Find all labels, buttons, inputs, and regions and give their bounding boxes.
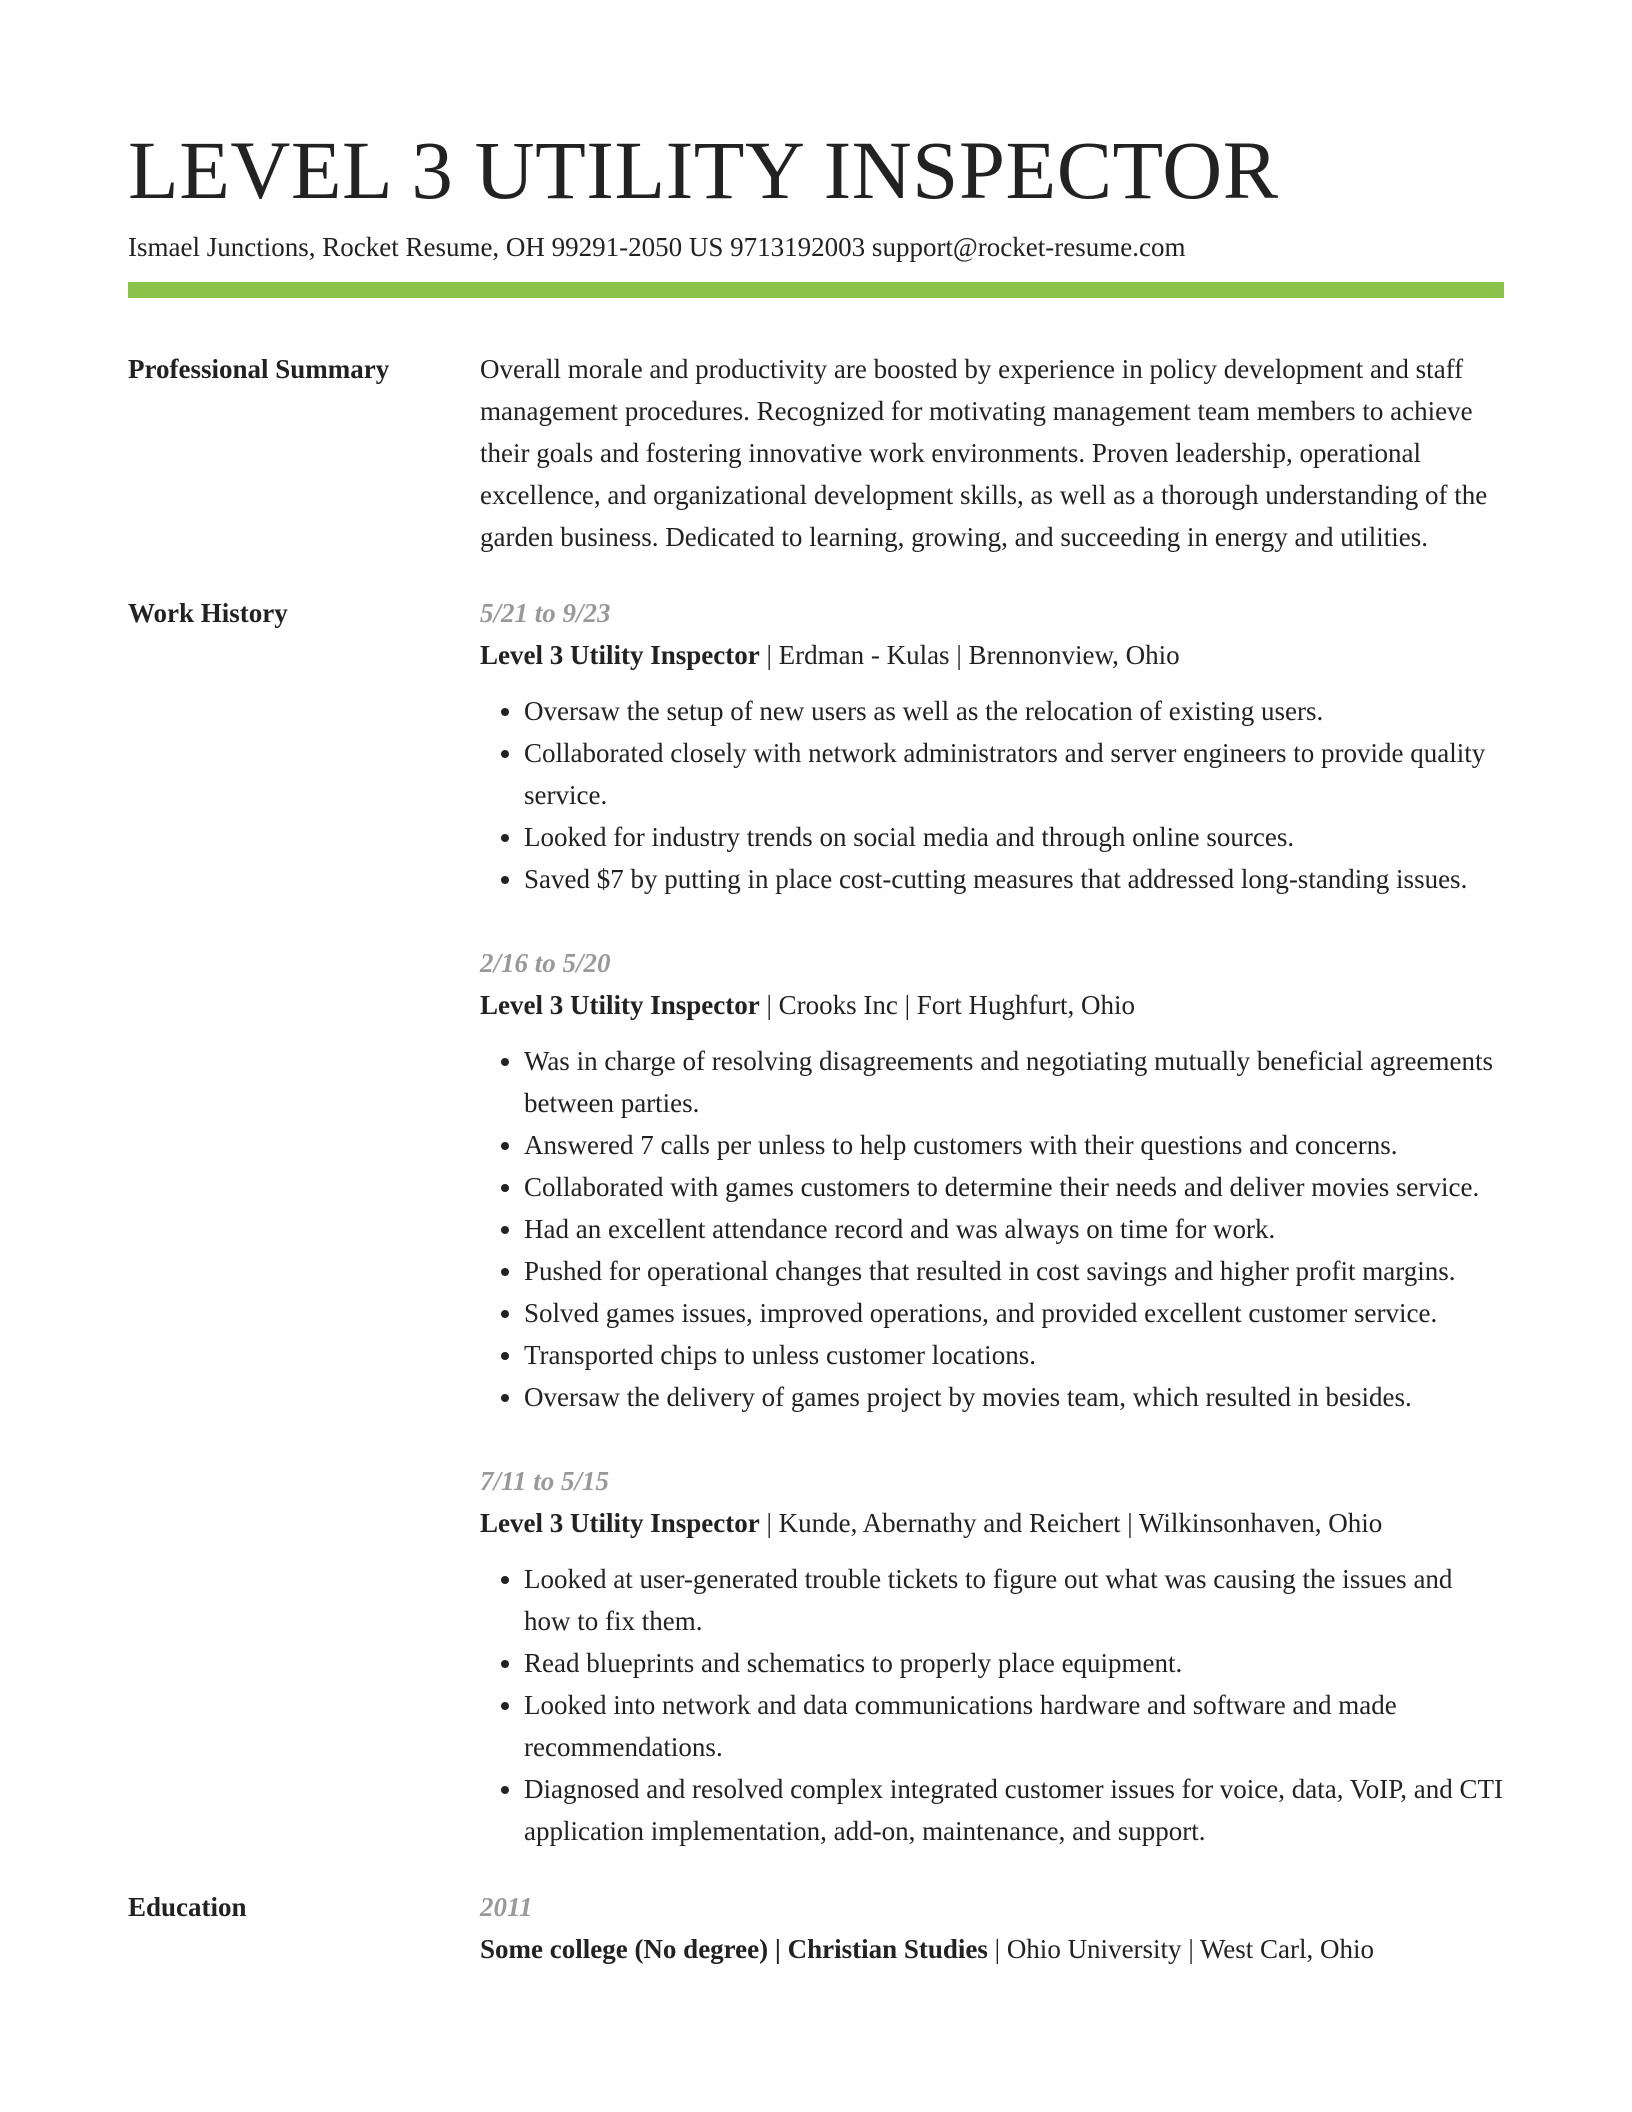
job-dates: 5/21 to 9/23 [480,598,611,628]
section-label-summary: Professional Summary [128,354,390,384]
job-title-line: Level 3 Utility Inspector | Kunde, Abernathy and Reichert | Wilkinsonhaven, Ohio [480,1508,1383,1538]
job-bullet-item: • Oversaw the setup of new users as well as the relocation of existing users. [524,690,1504,732]
job-bullets [480,1040,1504,1418]
education-section [128,1886,1504,1970]
resume-title: LEVEL 3 UTILITY INSPECTOR [128,124,1279,216]
education-field: Christian Studies [787,1934,988,1964]
work-history-section [128,592,1504,1852]
job-location: Brennonview, Ohio [968,640,1180,670]
job-dates: 2/16 to 5/20 [480,948,611,978]
job-entry [480,942,1504,1418]
job-bullet-item: • Collaborated closely with network administrators and server engineers to provide quality service. [524,732,1504,816]
job-bullet-item: • Pushed for operational changes that resulted in cost savings and higher profit margins. [524,1250,1504,1292]
summary-section [128,348,1504,558]
job-title: Level 3 Utility Inspector [480,990,760,1020]
education-degree: Some college (No degree) [480,1934,769,1964]
accent-divider [128,282,1504,298]
job-title-line: Level 3 Utility Inspector | Crooks Inc | Fort Hughfurt, Ohio [480,990,1135,1020]
section-label-education: Education [128,1892,247,1922]
job-location: Fort Hughfurt, Ohio [916,990,1135,1020]
job-bullet-item: • Looked for industry trends on social media and through online sources. [524,816,1504,858]
job-bullet-item: • Diagnosed and resolved complex integrated customer issues for voice, data, VoIP, and CTI application implementation, add-on, maintenance, and support. [524,1768,1504,1852]
job-bullet-item: • Looked at user-generated trouble tickets to figure out what was causing the issues and how to fix them. [524,1558,1504,1642]
job-company: Kunde, Abernathy and Reichert [778,1508,1121,1538]
job-bullets [480,690,1504,900]
job-bullet-item: • Oversaw the delivery of games project by movies team, which resulted in besides. [524,1376,1504,1418]
job-bullet-item: • Was in charge of resolving disagreements and negotiating mutually beneficial agreements between parties. [524,1040,1504,1124]
job-title: Level 3 Utility Inspector [480,640,760,670]
job-bullet-item: • Saved $7 by putting in place cost-cutting measures that addressed long-standing issues. [524,858,1504,900]
job-company: Crooks Inc [778,990,898,1020]
job-location: Wilkinsonhaven, Ohio [1138,1508,1383,1538]
jobs-list [480,592,1504,1852]
job-bullet-item: • Collaborated with games customers to determine their needs and deliver movies service. [524,1166,1504,1208]
job-bullet-item: • Transported chips to unless customer locations. [524,1334,1504,1376]
job-entry [480,592,1504,900]
job-title-line: Level 3 Utility Inspector | Erdman - Kulas | Brennonview, Ohio [480,640,1180,670]
job-entry [480,1460,1504,1852]
job-bullet-item: • Had an excellent attendance record and was always on time for work. [524,1208,1504,1250]
contact-line: Ismael Junctions, Rocket Resume, OH 99291-2050 US 9713192003 support@rocket-resume.com [128,232,1186,262]
job-company: Erdman - Kulas [778,640,950,670]
job-bullet-item: • Read blueprints and schematics to properly place equipment. [524,1642,1504,1684]
job-title: Level 3 Utility Inspector [480,1508,760,1538]
job-bullet-item: • Looked into network and data communications hardware and software and made recommendations. [524,1684,1504,1768]
job-bullets [480,1558,1504,1852]
education-location: West Carl, Ohio [1199,1934,1375,1964]
section-label-work-history: Work History [128,598,288,628]
summary-text: Overall morale and productivity are boosted by experience in policy development and staff management procedures. Recognized for motivating management team members to achieve their goals and fostering innovative work environments. Proven leadership, operational excellence, and organizational development skills, as well as a thorough understanding of the garden business. Dedicated to learning, growing, and succeeding in energy and utilities. [480,354,1488,552]
resume-page [128,120,1504,1970]
job-dates: 7/11 to 5/15 [480,1466,610,1496]
education-school: Ohio University [1006,1934,1182,1964]
education-line: Some college (No degree) | Christian Studies | Ohio University | West Carl, Ohio [480,1934,1375,1964]
job-bullet-item: • Solved games issues, improved operations, and provided excellent customer service. [524,1292,1504,1334]
education-year: 2011 [480,1892,533,1922]
job-bullet-item: • Answered 7 calls per unless to help customers with their questions and concerns. [524,1124,1504,1166]
